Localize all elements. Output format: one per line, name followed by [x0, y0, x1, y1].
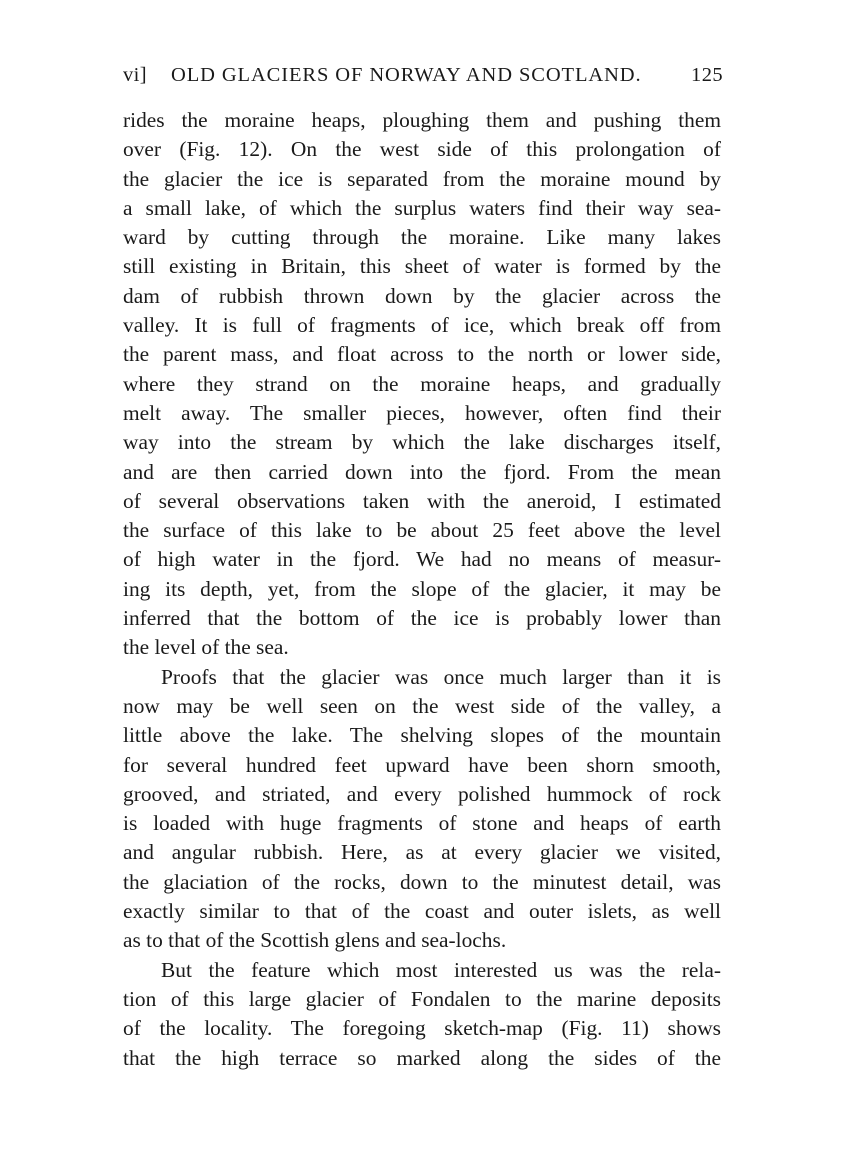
text-line: where they strand on the moraine heaps, and gradually — [123, 371, 721, 396]
text-line: of the locality. The foregoing sketch-map (Fig. 11) shows — [123, 1016, 721, 1041]
text-line: dam of rubbish thrown down by the glacier across the — [123, 283, 721, 308]
running-head — [123, 64, 723, 90]
paragraph-end-line: as to that of the Scottish glens and sea-lochs. — [123, 928, 507, 953]
text-line: for several hundred feet upward have been shorn smooth, — [123, 752, 721, 777]
chapter-number: vi] — [123, 64, 147, 86]
text-line: of high water in the fjord. We had no means of measur- — [123, 547, 721, 572]
text-line: a small lake, of which the surplus waters find their way sea- — [123, 195, 721, 220]
text-line: exactly similar to that of the coast and outer islets, as well — [123, 899, 721, 924]
text-line: still existing in Britain, this sheet of water is formed by the — [123, 254, 721, 279]
text-line: of several observations taken with the aneroid, I estimated — [123, 488, 721, 513]
text-line: that the high terrace so marked along the sides of the — [123, 1045, 721, 1070]
text-line: inferred that the bottom of the ice is probably lower than — [123, 606, 721, 631]
text-line: the parent mass, and float across to the north or lower side, — [123, 342, 721, 367]
running-title: OLD GLACIERS OF NORWAY AND SCOTLAND. — [171, 64, 642, 86]
paragraph-start-line: Proofs that the glacier was once much larger than it is — [161, 664, 721, 689]
text-line: ward by cutting through the moraine. Like many lakes — [123, 225, 721, 250]
text-line: way into the stream by which the lake discharges itself, — [123, 430, 721, 455]
page-number: 125 — [691, 64, 723, 86]
text-line: and are then carried down into the fjord. From the mean — [123, 459, 721, 484]
text-line: now may be well seen on the west side of the valley, a — [123, 693, 721, 718]
text-line: rides the moraine heaps, ploughing them and pushing them — [123, 108, 721, 132]
text-line: ing its depth, yet, from the slope of the glacier, it may be — [123, 576, 721, 601]
body-text — [123, 106, 721, 1073]
text-line: tion of this large glacier of Fondalen to the marine deposits — [123, 986, 721, 1011]
text-line: the glaciation of the rocks, down to the minutest detail, was — [123, 869, 721, 894]
text-line: melt away. The smaller pieces, however, often find their — [123, 400, 721, 425]
text-line: valley. It is full of fragments of ice, which break off from — [123, 313, 721, 338]
text-line: over (Fig. 12). On the west side of this prolongation of — [123, 137, 721, 162]
text-line: little above the lake. The shelving slopes of the mountain — [123, 723, 721, 748]
text-line: the surface of this lake to be about 25 feet above the level — [123, 518, 721, 543]
text-line: is loaded with huge fragments of stone and heaps of earth — [123, 811, 721, 836]
text-line: grooved, and striated, and every polished hummock of rock — [123, 781, 721, 806]
paragraph-start-line: But the feature which most interested us was the rela- — [161, 957, 721, 982]
text-line: the glacier the ice is separated from the moraine mound by — [123, 166, 721, 191]
text-line: and angular rubbish. Here, as at every glacier we visited, — [123, 840, 721, 865]
paragraph-end-line: the level of the sea. — [123, 635, 289, 660]
